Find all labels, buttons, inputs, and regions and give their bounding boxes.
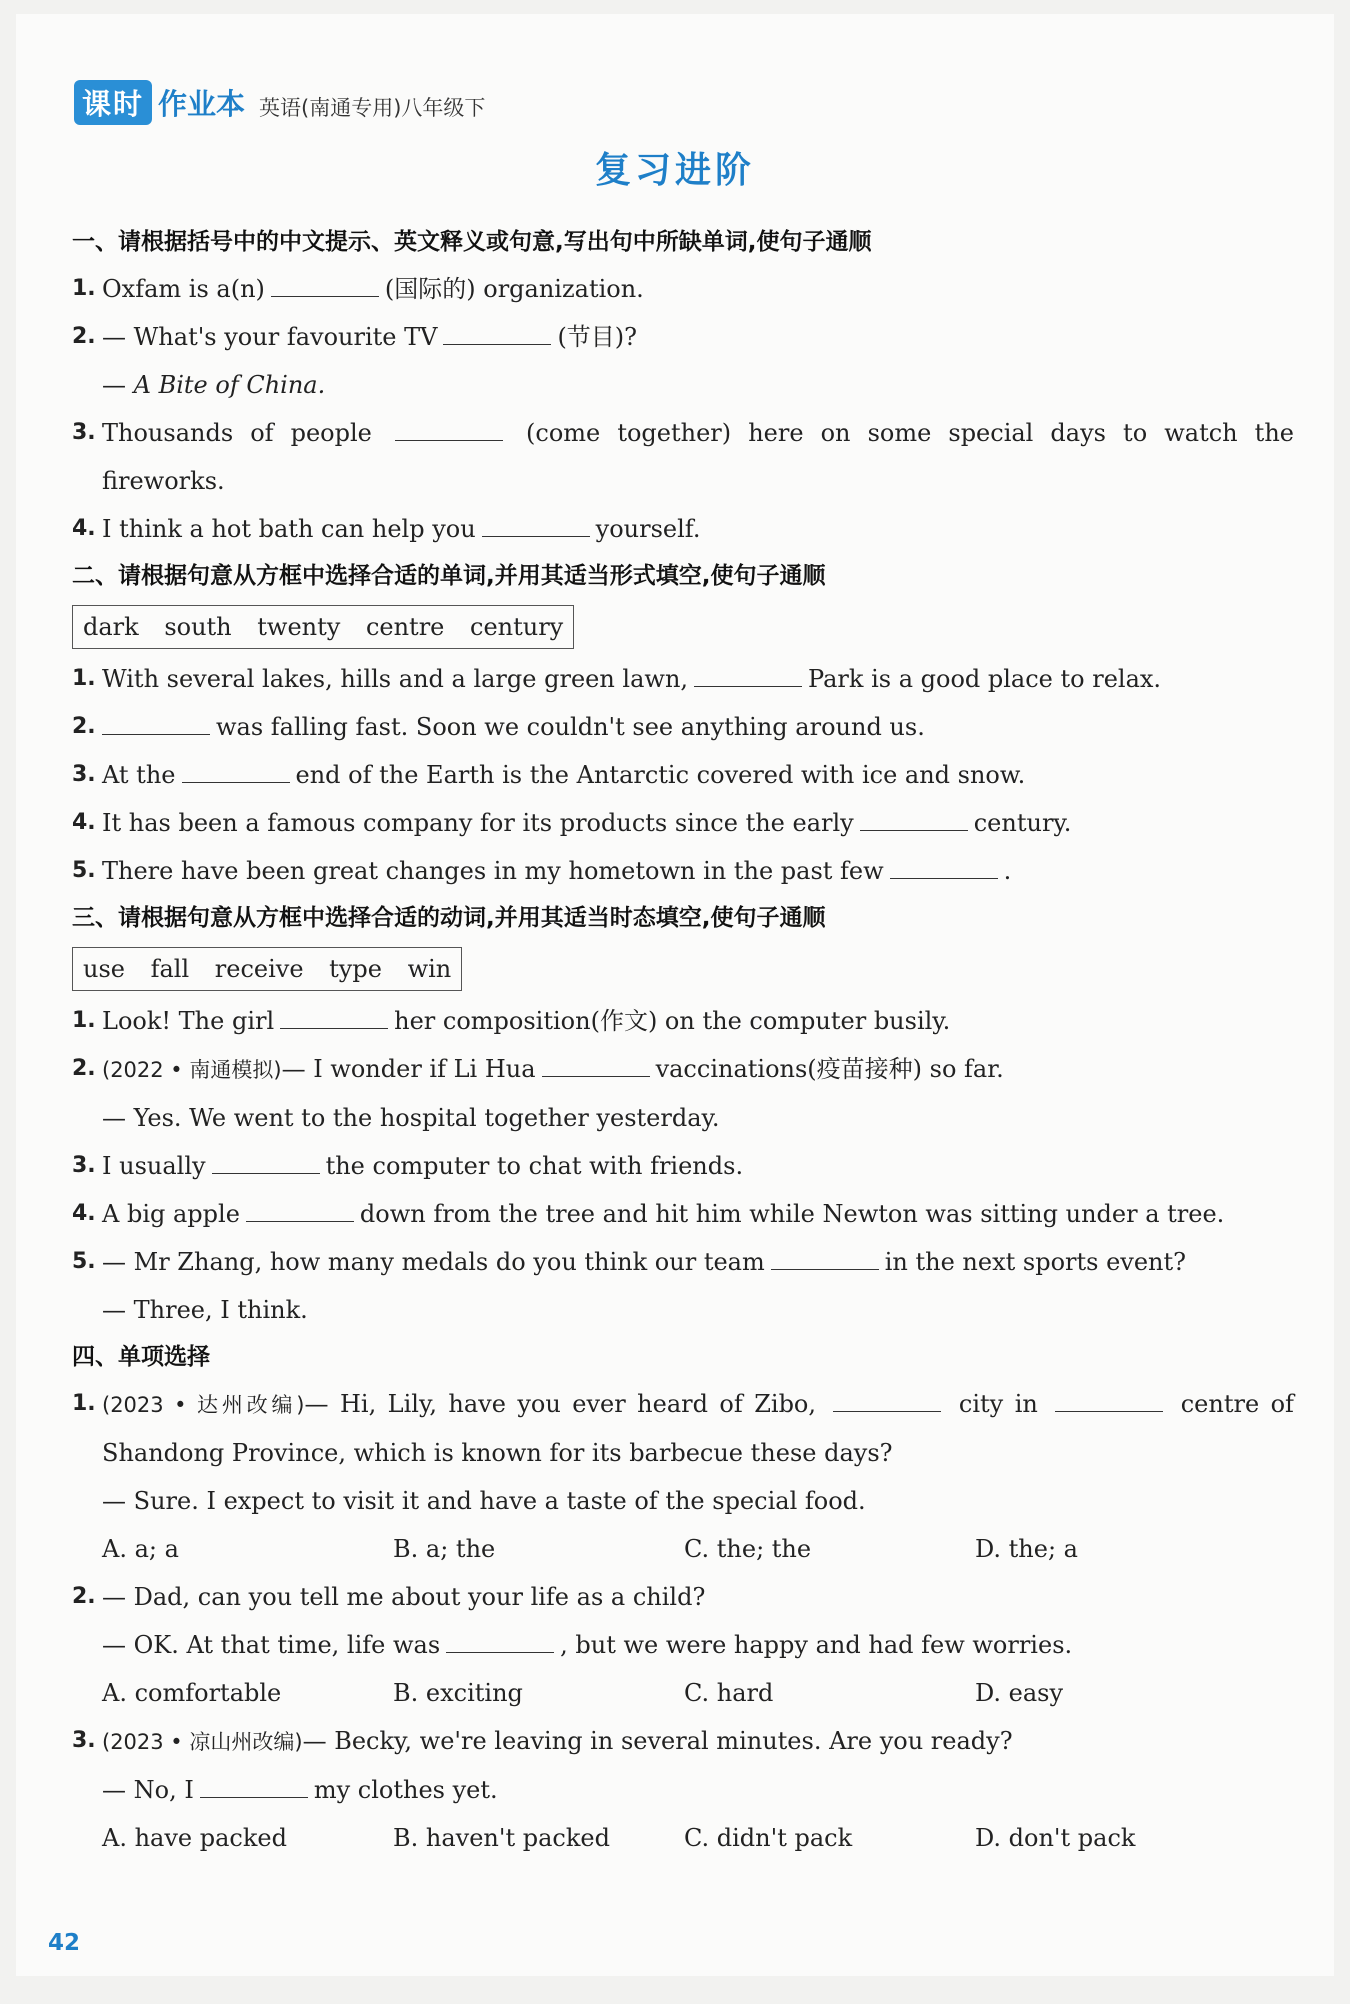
s3-question-1 [72, 997, 1294, 1045]
answer-blank[interactable] [395, 418, 503, 441]
question-text: . [1003, 857, 1012, 885]
question-text: (come together) here on some special days to watch the fireworks. [102, 419, 1294, 495]
option-d[interactable]: D. the; a [975, 1535, 1078, 1563]
option-b[interactable]: B. a; the [393, 1535, 496, 1563]
question-number: 2. [72, 1056, 96, 1081]
option-c[interactable]: C. didn't pack [684, 1824, 853, 1852]
reply-text: — No, I [102, 1776, 194, 1804]
s3-question-5-reply: — Three, I think. [102, 1296, 308, 1324]
question-number: 2. [72, 324, 96, 349]
question-text: At the [102, 761, 176, 789]
option-c[interactable]: C. hard [684, 1679, 774, 1707]
answer-blank[interactable] [542, 1054, 650, 1077]
answer-blank[interactable] [280, 1006, 388, 1029]
question-text: Oxfam is a(n) [102, 275, 265, 303]
s2-question-5 [72, 847, 1294, 895]
word-box: dark south twenty centre century [72, 605, 574, 649]
answer-blank[interactable] [694, 664, 802, 687]
question-text: — Hi, Lily, have you ever heard of Zibo, [304, 1390, 817, 1418]
s1-question-2-reply [72, 361, 1294, 409]
question-number: 5. [72, 858, 96, 883]
s2-question-2 [72, 703, 1294, 751]
header [74, 80, 485, 125]
question-number: 3. [72, 420, 96, 445]
s2-question-1 [72, 655, 1294, 703]
s1-question-4 [72, 505, 1294, 553]
s4-question-2 [72, 1573, 1294, 1621]
option-b[interactable]: B. haven't packed [393, 1824, 610, 1852]
s4-question-2-reply [72, 1621, 1294, 1669]
answer-blank[interactable] [246, 1199, 354, 1222]
s3-question-5 [72, 1238, 1294, 1286]
s3-question-2 [72, 1045, 1294, 1094]
logo [74, 80, 245, 125]
answer-blank[interactable] [182, 760, 290, 783]
question-text: — Becky, we're leaving in several minutes. Are you ready? [302, 1727, 1013, 1755]
question-text: I think a hot bath can help you [102, 515, 476, 543]
question-text: Look! The girl [102, 1007, 275, 1035]
question-text: down from the tree and hit him while Newton was sitting under a tree. [359, 1200, 1225, 1228]
question-text: — I wonder if Li Hua [281, 1055, 536, 1083]
option-d[interactable]: D. don't pack [975, 1824, 1136, 1852]
answer-blank[interactable] [271, 274, 379, 297]
question-text: was falling fast. Soon we couldn't see anything around us. [216, 713, 925, 741]
s2-question-3 [72, 751, 1294, 799]
s4-question-1 [72, 1380, 1294, 1477]
s1-question-3 [72, 409, 1294, 505]
s1-question-1 [72, 265, 1294, 313]
section-2-heading: 二、请根据句意从方框中选择合适的单词,并用其适当形式填空,使句子通顺 [72, 563, 826, 589]
word-box: use fall receive type win [72, 947, 462, 991]
question-number: 5. [72, 1249, 96, 1274]
page-title: 复习进阶 [594, 150, 755, 191]
question-number: 1. [72, 1008, 96, 1033]
reply-text: , but we were happy and had few worries. [560, 1631, 1073, 1659]
answer-blank[interactable] [482, 514, 590, 537]
answer-blank[interactable] [443, 322, 551, 345]
answer-blank[interactable] [890, 856, 998, 879]
page [16, 14, 1334, 1976]
question-source: (2023 • 达州改编) [102, 1393, 305, 1417]
question-number: 1. [72, 276, 96, 301]
s3-question-4 [72, 1190, 1294, 1238]
question-text: vaccinations(疫苗接种) so far. [655, 1055, 1004, 1083]
question-text: — Mr Zhang, how many medals do you think our team [102, 1248, 765, 1276]
option-b[interactable]: B. exciting [393, 1679, 523, 1707]
reply-dash: — [102, 371, 134, 399]
question-number: 3. [72, 1153, 96, 1178]
answer-blank[interactable] [212, 1151, 320, 1174]
question-text: I usually [102, 1152, 206, 1180]
s4-question-1-options [72, 1525, 1294, 1573]
question-source: (2022 • 南通模拟) [102, 1058, 282, 1082]
question-text: — What's your favourite TV [102, 323, 438, 351]
option-d[interactable]: D. easy [975, 1679, 1064, 1707]
question-number: 4. [72, 516, 96, 541]
question-number: 3. [72, 762, 96, 787]
s4-question-3-options [72, 1814, 1294, 1862]
subject-label: 英语(南通专用)八年级下 [259, 96, 486, 120]
reply-text: A Bite of China. [133, 371, 326, 399]
question-text: centre of Shandong Province, which is known for its barbecue these days? [102, 1390, 1294, 1467]
question-text: the computer to chat with friends. [325, 1152, 744, 1180]
question-text: city in [958, 1390, 1038, 1418]
question-number: 4. [72, 810, 96, 835]
exercise-content [72, 219, 1294, 1862]
s3-question-3 [72, 1142, 1294, 1190]
question-text: It has been a famous company for its products since the early [102, 809, 854, 837]
s4-question-3-reply [72, 1766, 1294, 1814]
answer-blank[interactable] [860, 808, 968, 831]
question-text: A big apple [102, 1200, 240, 1228]
question-number: 2. [72, 714, 96, 739]
s4-question-3 [72, 1717, 1294, 1766]
question-text: — Dad, can you tell me about your life as a child? [102, 1583, 706, 1611]
s2-question-4 [72, 799, 1294, 847]
section-4-heading: 四、单项选择 [72, 1344, 210, 1370]
question-text: her composition(作文) on the computer busily. [394, 1007, 951, 1035]
question-text: end of the Earth is the Antarctic covered with ice and snow. [295, 761, 1026, 789]
question-text: century. [973, 809, 1072, 837]
question-number: 4. [72, 1201, 96, 1226]
question-number: 3. [72, 1728, 96, 1753]
s3-question-2-reply: — Yes. We went to the hospital together yesterday. [102, 1104, 720, 1132]
reply-text: — OK. At that time, life was [102, 1631, 441, 1659]
option-a[interactable]: A. comfortable [102, 1679, 282, 1707]
question-number: 1. [72, 666, 96, 691]
question-text: Park is a good place to relax. [808, 665, 1162, 693]
option-a[interactable]: A. a; a [102, 1535, 179, 1563]
question-number: 1. [72, 1391, 96, 1416]
answer-blank[interactable] [200, 1775, 308, 1798]
answer-blank[interactable] [102, 712, 210, 735]
question-text: in the next sports event? [884, 1248, 1187, 1276]
question-text: yourself. [595, 515, 701, 543]
question-text: (节目)? [557, 323, 638, 351]
s4-question-2-options [72, 1669, 1294, 1717]
logo-text: 作业本 [158, 87, 246, 121]
section-3-heading: 三、请根据句意从方框中选择合适的动词,并用其适当时态填空,使句子通顺 [72, 905, 826, 931]
answer-blank[interactable] [833, 1389, 941, 1412]
option-a[interactable]: A. have packed [102, 1824, 287, 1852]
option-c[interactable]: C. the; the [684, 1535, 812, 1563]
reply-text: my clothes yet. [313, 1776, 498, 1804]
section-1-heading: 一、请根据括号中的中文提示、英文释义或句意,写出句中所缺单词,使句子通顺 [72, 229, 872, 255]
answer-blank[interactable] [771, 1247, 879, 1270]
question-text: There have been great changes in my hometown in the past few [102, 857, 884, 885]
s4-question-1-reply: — Sure. I expect to visit it and have a taste of the special food. [102, 1487, 866, 1515]
question-number: 2. [72, 1584, 96, 1609]
question-source: (2023 • 凉山州改编) [102, 1730, 303, 1754]
page-number: 42 [48, 1930, 81, 1956]
answer-blank[interactable] [446, 1630, 554, 1653]
answer-blank[interactable] [1055, 1389, 1163, 1412]
s1-question-2 [72, 313, 1294, 361]
question-text: With several lakes, hills and a large green lawn, [102, 665, 689, 693]
question-text: Thousands of people [102, 419, 372, 447]
logo-badge: 课时 [74, 80, 152, 125]
question-text: (国际的) organization. [384, 275, 644, 303]
